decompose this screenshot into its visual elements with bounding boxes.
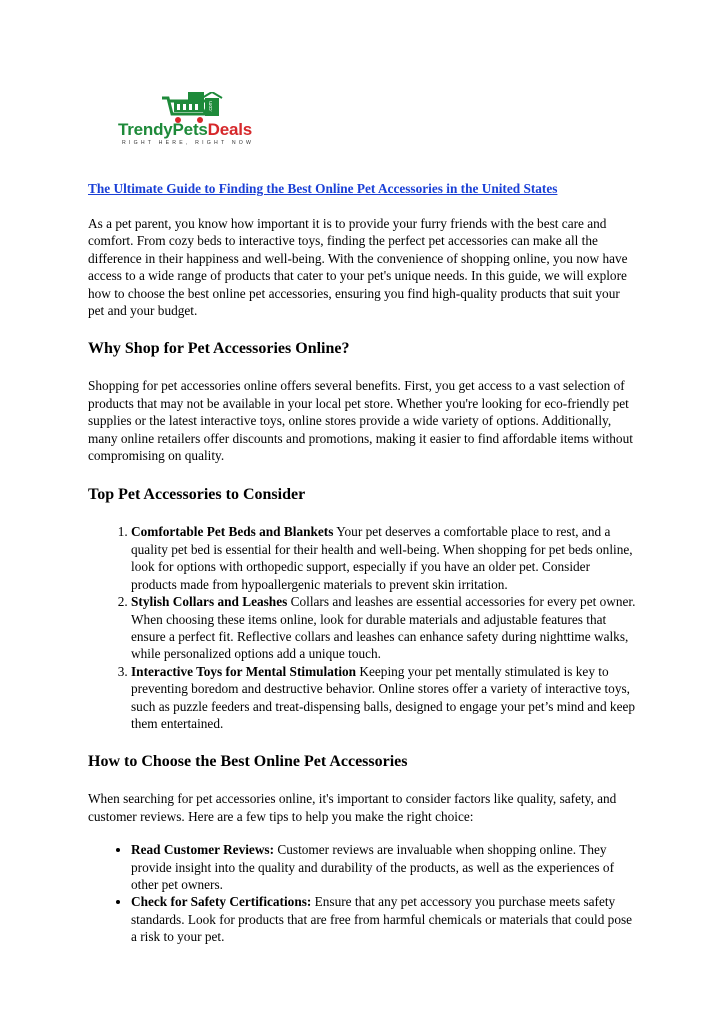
list-item-title: Interactive Toys for Mental Stimulation: [131, 663, 357, 679]
list-item-text: Keeping your pet mentally stimulated is key to preventing boredom and destructive behavior. Online stores offer a variety of interactive toys, such as puzzle feeders and treat-dispensing balls, designed to engage your pet’s mind and keep them entertained.: [131, 663, 636, 731]
logo: [118, 92, 278, 152]
logo-text-pets: Pets: [172, 120, 208, 139]
top-heading: Top Pet Accessories to Consider: [88, 486, 306, 504]
list-item: [131, 593, 636, 663]
list-item-title: Check for Safety Certifications:: [131, 894, 312, 910]
list-item-title: Read Customer Reviews:: [131, 842, 275, 858]
choose-heading: How to Choose the Best Online Pet Accessories: [88, 753, 408, 771]
list-item-title: Stylish Collars and Leashes: [131, 594, 288, 610]
list-item-title: Comfortable Pet Beds and Blankets: [131, 524, 334, 540]
why-heading: Why Shop for Pet Accessories Online?: [88, 340, 350, 358]
intro-paragraph: As a pet parent, you know how important it is to provide your furry friends with the best care and comfort. From cozy beds to interactive toys, finding the perfect pet accessories can make all the difference in their happiness and well-being. With the convenience of shopping online, you now have access to a wide range of products that cater to your pet's unique needs. In this guide, we will explore how to choose the best online pet accessories, ensuring you find high-quality products that suit your pet and your budget.: [88, 216, 628, 319]
logo-text-deals: Deals: [207, 120, 253, 139]
choose-paragraph: When searching for pet accessories online, it's important to consider factors like quality, safety, and customer reviews. Here are a few tips to help you make the right choice:: [88, 791, 617, 824]
logo-tagline: RIGHT HERE, RIGHT NOW: [122, 140, 255, 146]
list-item: [131, 893, 636, 945]
tips-list: [88, 841, 636, 945]
list-item: [131, 523, 636, 593]
article: [88, 180, 636, 946]
why-paragraph: Shopping for pet accessories online offers several benefits. First, you get access to a vast selection of products that may not be available in your local pet store. Whether you're looking for eco-friendly pet supplies or the latest interactive toys, online stores provide a wide variety of options. Additionally, many online retailers offer discounts and promotions, making it easier to find affordable items without compromising on quality.: [88, 378, 633, 464]
list-item: [131, 841, 636, 893]
list-item-text: Ensure that any pet accessory you purchase meets safety standards. Look for products that are free from harmful chemicals or materials that could pose a risk to your pet.: [131, 894, 633, 945]
list-item-text: Your pet deserves a comfortable place to rest, and a quality pet bed is essential for their health and well-being. When shopping for pet beds online, look for options with orthopedic support, especially if you have an older pet. Consider products made from hypoallergenic materials to prevent skin irritation.: [131, 524, 633, 592]
logo-text-trendy: Trendy: [118, 120, 173, 139]
list-item-text: Customer reviews are invaluable when shopping online. They provide insight into the quality and durability of the products, as well as the experiences of other pet owners.: [131, 842, 614, 892]
list-item: [131, 663, 636, 733]
top-accessories-list: [88, 523, 636, 732]
list-item-text: Collars and leashes are essential accessories for every pet owner. When choosing these items online, look for durable materials and adjustable features that ensure a perfect fit. Reflective collars and leashes can enhance safety during nighttime walks, while personalized options add a unique touch.: [131, 594, 636, 662]
logo-wordmark: [118, 120, 252, 140]
com-label: .com: [208, 101, 214, 112]
title-link[interactable]: The Ultimate Guide to Finding the Best Online Pet Accessories in the United States: [88, 181, 558, 196]
